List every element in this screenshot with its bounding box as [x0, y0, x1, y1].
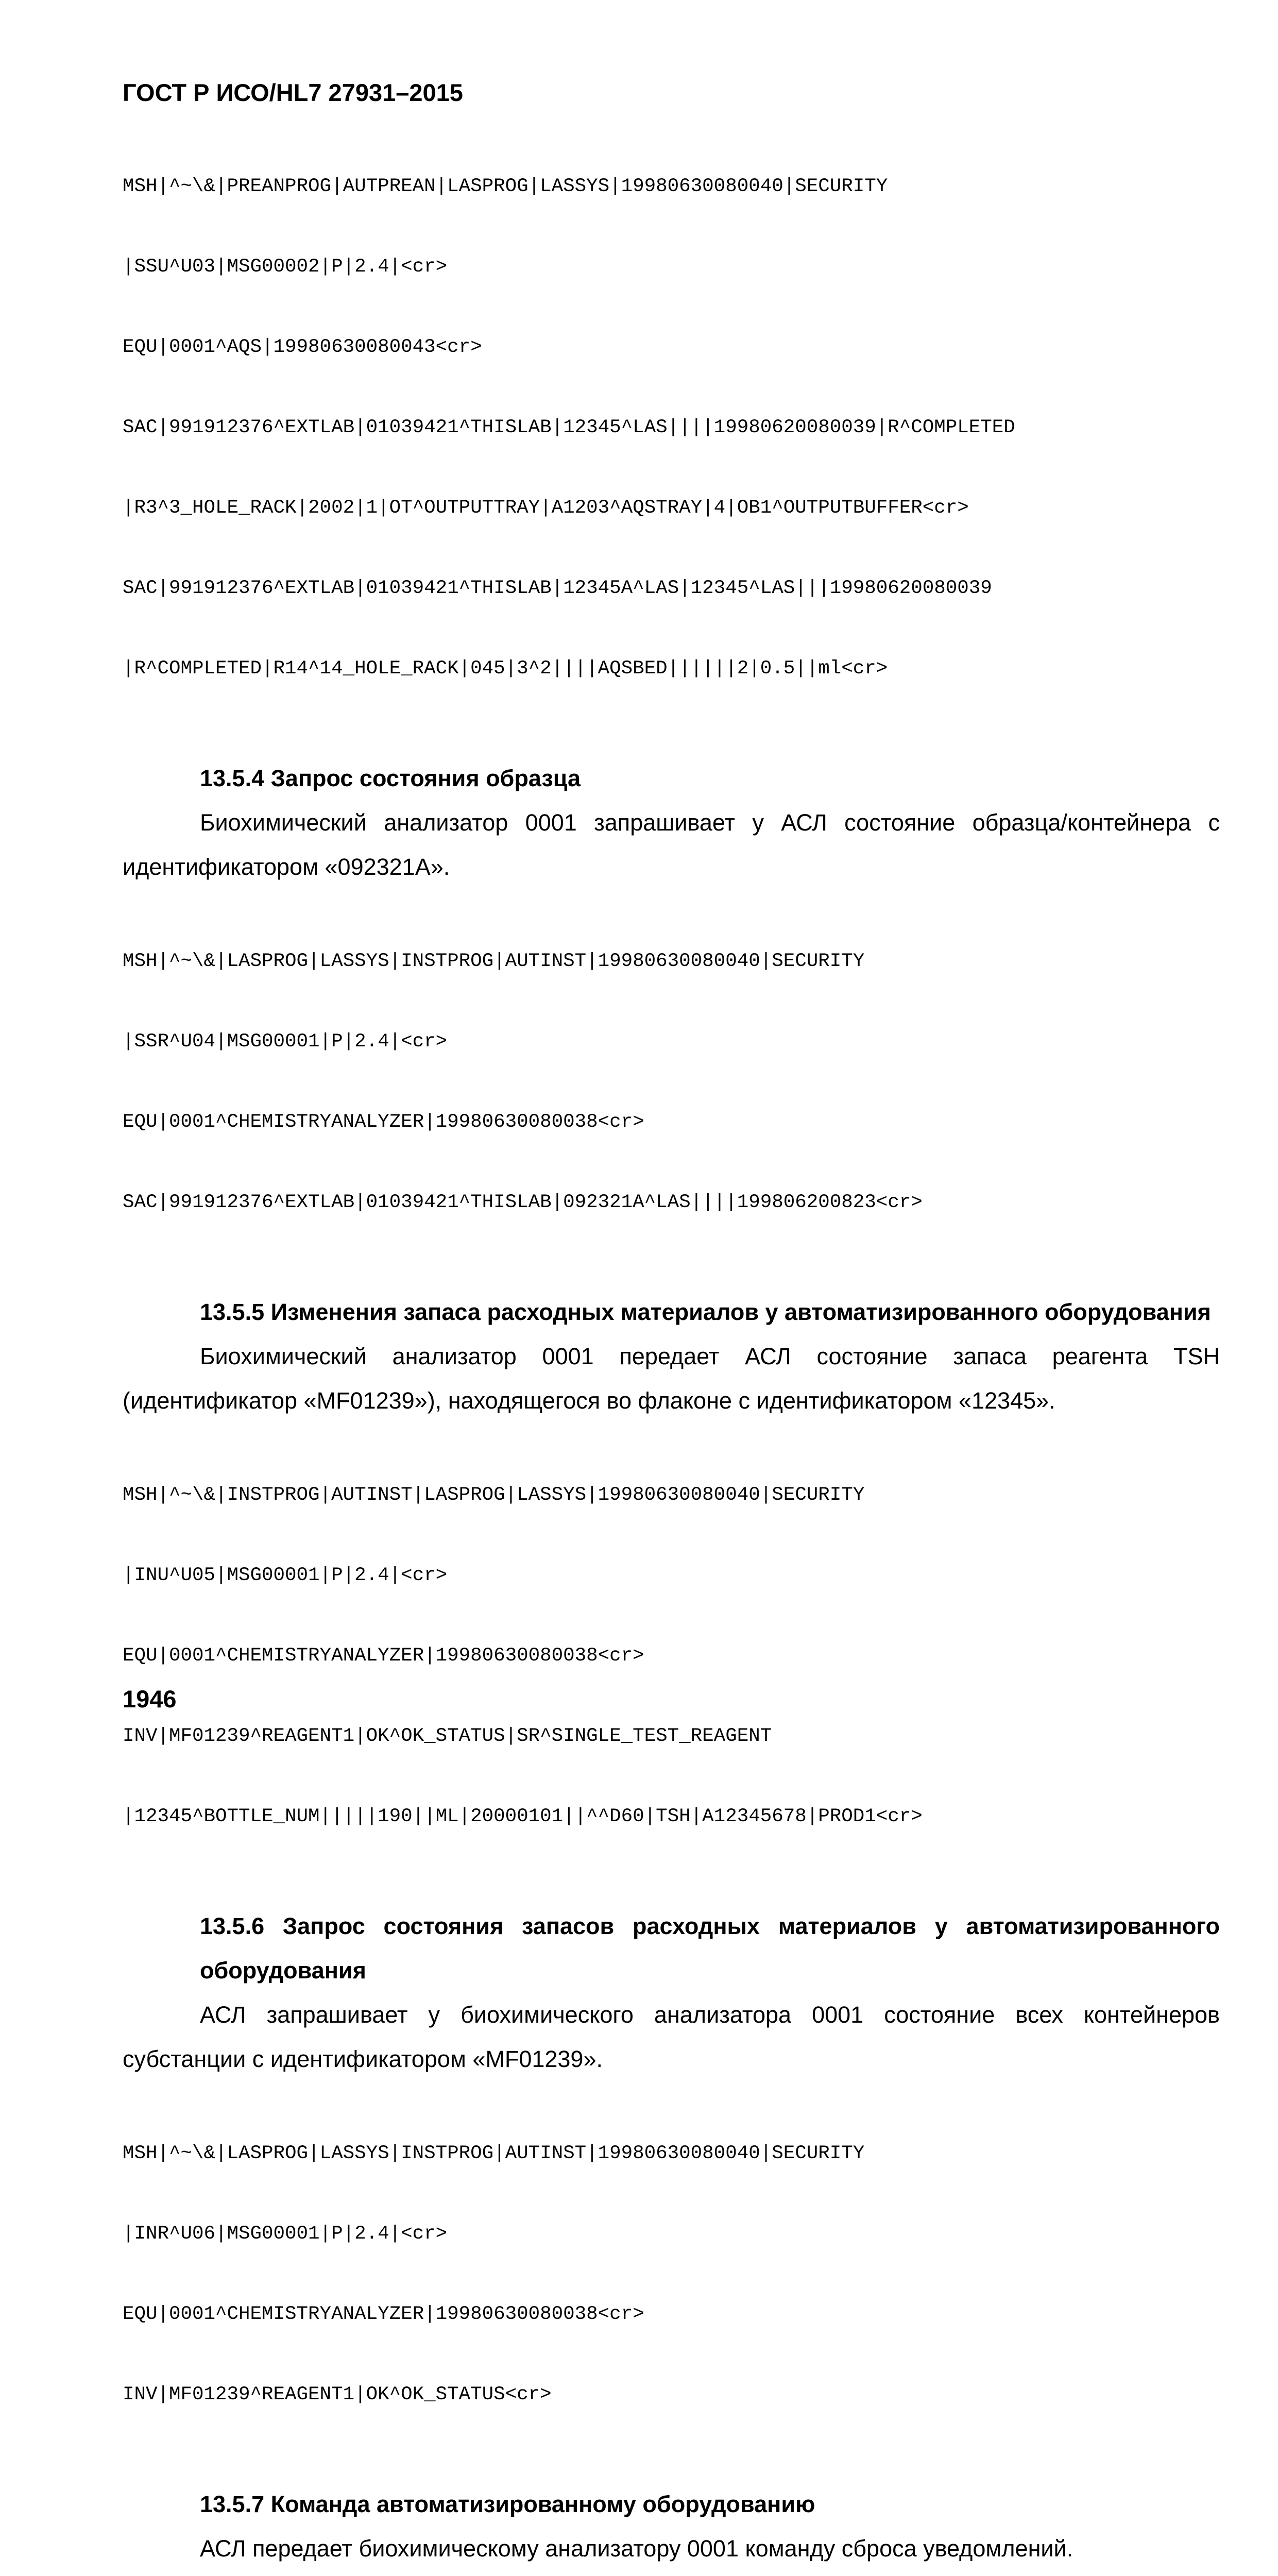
section-heading: 13.5.6 Запрос состояния запасов расходных материалов у автоматизированного оборудования: [200, 1913, 1220, 1984]
code-line: INV|MF01239^REAGENT1|OK^OK_STATUS|SR^SINGLE_TEST_REAGENT: [123, 1725, 772, 1747]
section-heading: 13.5.7 Команда автоматизированному оборудованию: [200, 2491, 815, 2517]
code-line: |R^COMPLETED|R14^14_HOLE_RACK|045|3^2||||AQSBED||||||2|0.5||ml<cr>: [123, 658, 888, 680]
section-paragraph: АСЛ запрашивает у биохимического анализатора 0001 состояние всех контейнеров субстанции с идентификатором «MF01239».: [123, 2002, 1220, 2072]
code-line: MSH|^~\&|PREANPROG|AUTPREAN|LASPROG|LASSYS|19980630080040|SECURITY: [123, 176, 888, 197]
section-heading: 13.5.4 Запрос состояния образца: [200, 765, 581, 791]
code-line: MSH|^~\&|INSTPROG|AUTINST|LASPROG|LASSYS|19980630080040|SECURITY: [123, 1484, 865, 1506]
section-13-5-5: [123, 1290, 1220, 1884]
section-heading: 13.5.5 Изменения запаса расходных материалов у автоматизированного оборудования: [200, 1299, 1211, 1325]
code-line: |SSU^U03|MSG00002|P|2.4|<cr>: [123, 256, 448, 278]
message-code-block: [123, 894, 1220, 1269]
standard-title: ГОСТ Р ИСО/HL7 27931–2015: [123, 79, 463, 106]
code-line: SAC|991912376^EXTLAB|01039421^THISLAB|12345A^LAS|12345^LAS|||19980620080039: [123, 578, 992, 599]
code-line: EQU|0001^CHEMISTRYANALYZER|19980630080038<cr>: [123, 1645, 644, 1667]
section-paragraph: Биохимический анализатор 0001 передает АСЛ состояние запаса реагента TSH (идентификатор «MF01239»), находящегося во флаконе с идентификатором «12345».: [123, 1343, 1220, 1414]
section-13-5-7: [123, 2482, 1220, 2576]
section-paragraph: АСЛ передает биохимическому анализатору 0001 команду сброса уведомлений.: [200, 2535, 1073, 2562]
message-code-block: [123, 1428, 1220, 1884]
code-line: EQU|0001^CHEMISTRYANALYZER|19980630080038<cr>: [123, 2303, 644, 2325]
code-line: EQU|0001^CHEMISTRYANALYZER|19980630080038<cr>: [123, 1111, 644, 1133]
section-13-5-4: [123, 756, 1220, 1269]
page-content: [123, 120, 1220, 2576]
code-line: SAC|991912376^EXTLAB|01039421^THISLAB|12345^LAS||||19980620080039|R^COMPLETED: [123, 417, 1015, 438]
code-line: INV|MF01239^REAGENT1|OK^OK_STATUS<cr>: [123, 2384, 552, 2405]
code-line: SAC|991912376^EXTLAB|01039421^THISLAB|092321A^LAS||||199806200823<cr>: [123, 1192, 923, 1213]
code-line: |INU^U05|MSG00001|P|2.4|<cr>: [123, 1565, 448, 1586]
message-code-block: [123, 2087, 1220, 2462]
code-line: MSH|^~\&|LASPROG|LASSYS|INSTPROG|AUTINST|19980630080040|SECURITY: [123, 951, 865, 972]
intro-code-block: [123, 120, 1220, 736]
section-13-5-6: [123, 1904, 1220, 2462]
code-line: |SSR^U04|MSG00001|P|2.4|<cr>: [123, 1031, 448, 1053]
code-line: |12345^BOTTLE_NUM|||||190||ML|20000101||^^D60|TSH|A12345678|PROD1<cr>: [123, 1806, 923, 1827]
code-line: |INR^U06|MSG00001|P|2.4|<cr>: [123, 2223, 448, 2245]
code-line: |R3^3_HOLE_RACK|2002|1|OT^OUTPUTTRAY|A1203^AQSTRAY|4|OB1^OUTPUTBUFFER<cr>: [123, 497, 969, 519]
code-line: MSH|^~\&|LASPROG|LASSYS|INSTPROG|AUTINST|19980630080040|SECURITY: [123, 2143, 865, 2164]
section-paragraph: Биохимический анализатор 0001 запрашивает у АСЛ состояние образца/контейнера с идентификатором «092321A».: [123, 809, 1220, 880]
page-number: 1946: [123, 1685, 177, 1713]
code-line: EQU|0001^AQS|19980630080043<cr>: [123, 336, 482, 358]
